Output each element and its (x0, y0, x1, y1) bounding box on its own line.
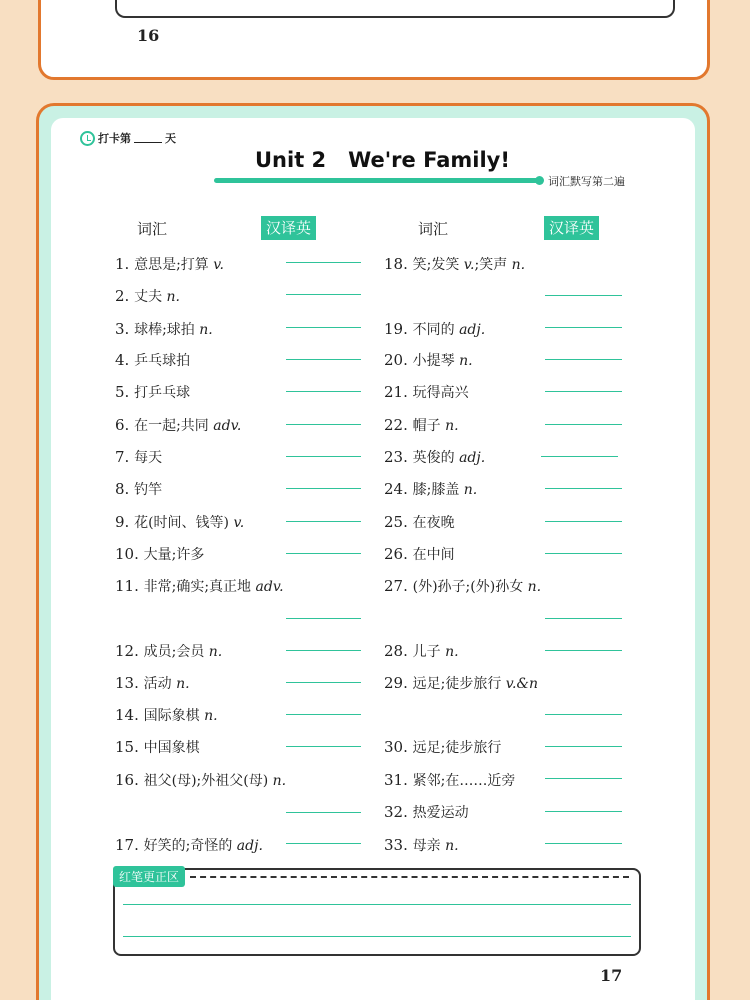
vocab-meaning: 乒乓球拍 (134, 353, 191, 369)
vocab-item (384, 319, 485, 339)
previous-answer-box (115, 0, 675, 18)
part-of-speech-extra: n. (507, 257, 526, 273)
answer-blank[interactable] (286, 456, 361, 457)
vocab-item (115, 835, 263, 855)
part-of-speech: n. (440, 644, 459, 660)
vocab-item (384, 802, 469, 822)
answer-blank[interactable] (545, 327, 622, 328)
answer-blank[interactable] (286, 391, 361, 392)
vocab-meaning: 钓竿 (134, 482, 163, 498)
worksheet-subtitle: 词汇默写第二遍 (548, 175, 625, 188)
answer-blank[interactable] (286, 488, 361, 489)
checkin-label: 打卡第 天 (80, 130, 176, 146)
vocab-meaning: 在一起;共同 (134, 418, 209, 434)
vocab-number: 15. (115, 738, 144, 756)
vocab-item (115, 576, 284, 596)
part-of-speech: v.&n (501, 676, 538, 692)
correction-area[interactable] (113, 868, 641, 956)
part-of-speech: n. (440, 838, 459, 854)
vocab-meaning: 活动 (143, 676, 172, 692)
vocab-meaning: 小提琴 (412, 353, 455, 369)
vocab-meaning: 在夜晚 (412, 515, 455, 531)
vocab-meaning: 意思是;打算 (134, 257, 209, 273)
vocab-item (384, 641, 459, 661)
answer-blank[interactable] (545, 424, 622, 425)
vocab-number: 32. (384, 803, 413, 821)
vocab-number: 27. (384, 577, 413, 595)
vocab-item (384, 576, 541, 596)
vocab-number: 24. (384, 480, 413, 498)
answer-blank[interactable] (286, 553, 361, 554)
vocab-meaning: 紧邻;在……近旁 (412, 773, 516, 789)
answer-blank[interactable] (545, 488, 622, 489)
right-column-heading: 词汇 (418, 220, 449, 238)
vocab-number: 17. (115, 836, 144, 854)
answer-blank[interactable] (286, 294, 361, 295)
vocab-number: 9. (115, 513, 135, 531)
vocab-meaning: 笑;发笑 (412, 257, 460, 273)
previous-page (38, 0, 710, 80)
part-of-speech: adj. (454, 322, 486, 338)
vocab-item (115, 737, 200, 757)
vocab-number: 25. (384, 513, 413, 531)
vocab-item (115, 770, 286, 790)
vocab-meaning: 母亲 (412, 838, 441, 854)
answer-blank[interactable] (541, 456, 618, 457)
vocab-meaning: 儿子 (412, 644, 441, 660)
part-of-speech: n. (268, 773, 287, 789)
vocab-meaning: 不同的 (412, 322, 455, 338)
part-of-speech: adv. (208, 418, 242, 434)
vocab-meaning: 膝;膝盖 (412, 482, 460, 498)
vocab-number: 22. (384, 416, 413, 434)
vocab-item (384, 447, 485, 467)
vocab-item (115, 512, 244, 532)
vocab-item (115, 286, 180, 306)
vocab-item (115, 350, 190, 370)
part-of-speech: v. (208, 257, 224, 273)
vocab-item (384, 544, 455, 564)
part-of-speech: n. (171, 676, 190, 692)
vocab-number: 13. (115, 674, 144, 692)
vocab-item (384, 415, 459, 435)
previous-page-number: 16 (137, 26, 160, 45)
answer-blank[interactable] (286, 682, 361, 683)
vocab-item (115, 415, 241, 435)
vocab-number: 5. (115, 383, 135, 401)
vocab-number: 23. (384, 448, 413, 466)
part-of-speech: n. (162, 289, 181, 305)
part-of-speech: v. (459, 257, 475, 273)
answer-blank[interactable] (545, 553, 622, 554)
vocab-meaning: 国际象棋 (143, 708, 200, 724)
vocab-meaning: 英俊的 (412, 450, 455, 466)
answer-blank[interactable] (286, 843, 361, 844)
answer-blank[interactable] (286, 746, 361, 747)
answer-blank[interactable] (545, 746, 622, 747)
vocab-meaning: 中国象棋 (143, 740, 200, 756)
vocab-meaning: 每天 (134, 450, 163, 466)
vocab-item (384, 382, 469, 402)
answer-blank[interactable] (545, 714, 622, 715)
part-of-speech: adj. (232, 838, 263, 854)
vocab-number: 6. (115, 416, 135, 434)
alarm-clock-icon (80, 131, 95, 146)
vocab-number: 20. (384, 351, 413, 369)
vocab-meaning: 在中间 (412, 547, 455, 563)
answer-blank[interactable] (286, 521, 361, 522)
vocab-meaning: (外)孙子;(外)孙女 (412, 579, 524, 595)
vocab-meaning: 帽子 (412, 418, 441, 434)
vocab-number: 7. (115, 448, 135, 466)
answer-blank[interactable] (286, 618, 361, 619)
vocab-number: 30. (384, 738, 413, 756)
vocab-number: 8. (115, 480, 135, 498)
vocab-number: 26. (384, 545, 413, 563)
part-of-speech: n. (440, 418, 459, 434)
answer-blank[interactable] (545, 295, 622, 296)
vocab-meaning: 球棒;球拍 (134, 322, 195, 338)
correction-area-label: 红笔更正区 (113, 866, 185, 887)
part-of-speech: n. (199, 708, 218, 724)
answer-blank[interactable] (545, 359, 622, 360)
vocab-meaning: 祖父(母);外祖父(母) (143, 773, 269, 789)
vocab-number: 33. (384, 836, 413, 854)
answer-blank[interactable] (545, 811, 622, 812)
vocab-number: 4. (115, 351, 135, 369)
vocab-item (115, 705, 218, 725)
vocab-number: 19. (384, 320, 413, 338)
answer-blank[interactable] (545, 778, 622, 779)
vocab-number: 28. (384, 642, 413, 660)
vocab-item (115, 447, 162, 467)
vocab-item (384, 673, 538, 693)
vocab-number: 18. (384, 255, 413, 273)
vocab-meaning: 打乒乓球 (134, 385, 191, 401)
vocab-number: 10. (115, 545, 144, 563)
vocab-meaning: 玩得高兴 (412, 385, 469, 401)
part-of-speech: adj. (454, 450, 486, 466)
vocab-meaning: 成员;会员 (143, 644, 205, 660)
vocab-meaning-extra: ;笑声 (474, 257, 508, 273)
answer-blank[interactable] (286, 650, 361, 651)
vocab-number: 1. (115, 255, 135, 273)
vocab-number: 14. (115, 706, 144, 724)
answer-blank[interactable] (286, 327, 361, 328)
vocab-item (115, 319, 213, 339)
answer-blank[interactable] (286, 262, 361, 263)
part-of-speech: n. (459, 482, 478, 498)
vocab-item (115, 641, 222, 661)
vocab-number: 31. (384, 771, 413, 789)
answer-blank[interactable] (545, 843, 622, 844)
answer-blank[interactable] (286, 714, 361, 715)
vocab-item (384, 737, 501, 757)
vocab-number: 29. (384, 674, 413, 692)
left-column-badge: 汉译英 (261, 216, 316, 240)
vocab-meaning: 花(时间、钱等) (134, 515, 230, 531)
part-of-speech: n. (204, 644, 223, 660)
vocab-item (384, 350, 473, 370)
vocab-item (115, 479, 162, 499)
part-of-speech: n. (194, 322, 213, 338)
vocab-meaning: 非常;确实;真正地 (143, 579, 252, 595)
right-column-badge: 汉译英 (544, 216, 599, 240)
vocab-item (384, 254, 525, 274)
answer-blank[interactable] (545, 618, 622, 619)
vocab-number: 2. (115, 287, 135, 305)
vocab-number: 11. (115, 577, 144, 595)
page-number: 17 (600, 966, 623, 985)
vocab-number: 3. (115, 320, 135, 338)
vocab-item (384, 835, 459, 855)
checkin-day-blank[interactable] (134, 133, 162, 143)
answer-blank[interactable] (545, 521, 622, 522)
answer-blank[interactable] (286, 424, 361, 425)
vocab-number: 16. (115, 771, 144, 789)
vocab-item (384, 512, 455, 532)
vocab-meaning: 大量;许多 (143, 547, 205, 563)
part-of-speech: n. (454, 353, 473, 369)
vocab-meaning: 好笑的;奇怪的 (143, 838, 233, 854)
vocab-item (115, 382, 190, 402)
title-underline (214, 178, 538, 183)
answer-blank[interactable] (545, 650, 622, 651)
left-column-heading: 词汇 (137, 220, 168, 238)
answer-blank[interactable] (286, 812, 361, 813)
vocab-meaning: 热爱运动 (412, 805, 469, 821)
vocab-number: 21. (384, 383, 413, 401)
vocab-item (384, 479, 477, 499)
part-of-speech: adv. (251, 579, 284, 595)
vocab-item (115, 544, 204, 564)
vocab-item (384, 770, 515, 790)
vocab-item (115, 254, 224, 274)
vocab-meaning: 远足;徒步旅行 (412, 740, 502, 756)
vocab-number: 12. (115, 642, 144, 660)
vocab-item (115, 673, 190, 693)
unit-title: Unit 2 We're Family! (255, 148, 510, 172)
answer-blank[interactable] (286, 359, 361, 360)
vocab-meaning: 远足;徒步旅行 (412, 676, 502, 692)
part-of-speech: n. (523, 579, 542, 595)
part-of-speech: v. (229, 515, 245, 531)
vocab-meaning: 丈夫 (134, 289, 163, 305)
answer-blank[interactable] (545, 391, 622, 392)
